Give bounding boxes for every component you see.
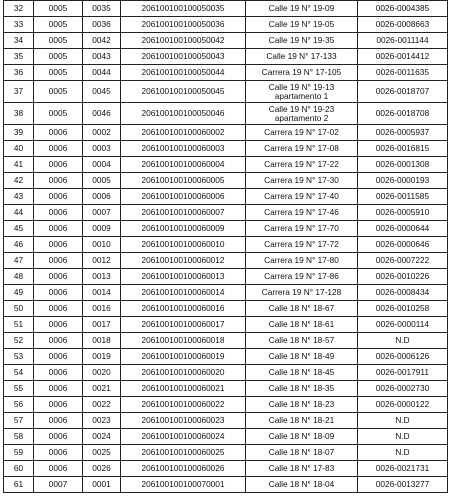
block-code-cell: 0006	[34, 381, 83, 397]
lot-code-cell: 0025	[83, 445, 121, 461]
registration-number-cell: 0026-0007222	[358, 253, 448, 269]
block-code-cell: 0005	[34, 33, 83, 49]
block-code-cell: 0006	[34, 413, 83, 429]
row-number-cell: 33	[4, 17, 34, 33]
cadastral-number-cell: 206100100100050044	[121, 65, 246, 81]
registration-number-cell: N.D	[358, 429, 448, 445]
row-number-cell: 55	[4, 381, 34, 397]
address-cell: Calle 18 N° 18-07	[246, 445, 358, 461]
address-cell: Carrera 19 N° 17-08	[246, 141, 358, 157]
table-row	[4, 1, 448, 17]
address-cell: Carrera 19 N° 17-46	[246, 205, 358, 221]
address-cell: Carrera 19 N° 17-22	[246, 157, 358, 173]
cadastral-number-cell: 206100100100060006	[121, 189, 246, 205]
table-row	[4, 445, 448, 461]
lot-code-cell: 0009	[83, 221, 121, 237]
row-number-cell: 41	[4, 157, 34, 173]
cadastral-number-cell: 206100100100060013	[121, 269, 246, 285]
lot-code-cell: 0013	[83, 269, 121, 285]
registration-number-cell: 0026-0016815	[358, 141, 448, 157]
lot-code-cell: 0026	[83, 461, 121, 477]
lot-code-cell: 0004	[83, 157, 121, 173]
cadastral-number-cell: 206100100100060009	[121, 221, 246, 237]
table-row	[4, 49, 448, 65]
block-code-cell: 0006	[34, 253, 83, 269]
lot-code-cell: 0022	[83, 397, 121, 413]
address-cell: Calle 18 N° 18-57	[246, 333, 358, 349]
address-cell: Calle 18 N° 18-35	[246, 381, 358, 397]
address-cell: Calle 19 N° 17-133	[246, 49, 358, 65]
registration-number-cell: 0026-0013277	[358, 477, 448, 493]
row-number-cell: 60	[4, 461, 34, 477]
address-cell: Calle 18 N° 18-45	[246, 365, 358, 381]
cadastral-number-cell: 206100100100060019	[121, 349, 246, 365]
lot-code-cell: 0042	[83, 33, 121, 49]
address-cell: Calle 18 N° 18-04	[246, 477, 358, 493]
address-cell: Carrera 19 N° 17-86	[246, 269, 358, 285]
registration-number-cell: N.D	[358, 413, 448, 429]
address-cell: Carrera 19 N° 17-128	[246, 285, 358, 301]
lot-code-cell: 0021	[83, 381, 121, 397]
cadastral-number-cell: 206100100100060002	[121, 125, 246, 141]
cadastral-number-cell: 206100100100050036	[121, 17, 246, 33]
table-row	[4, 333, 448, 349]
registry-table-body	[4, 1, 448, 493]
table-row	[4, 65, 448, 81]
row-number-cell: 58	[4, 429, 34, 445]
row-number-cell: 37	[4, 81, 34, 103]
address-cell: Calle 19 N° 19-13 apartamento 1	[246, 81, 358, 103]
table-row	[4, 205, 448, 221]
table-row	[4, 125, 448, 141]
row-number-cell: 42	[4, 173, 34, 189]
cadastral-number-cell: 206100100100060020	[121, 365, 246, 381]
table-row	[4, 81, 448, 103]
table-row	[4, 189, 448, 205]
table-row	[4, 141, 448, 157]
address-cell: Carrera 19 N° 17-40	[246, 189, 358, 205]
cadastral-number-cell: 206100100100050046	[121, 103, 246, 125]
cadastral-number-cell: 206100100100060004	[121, 157, 246, 173]
block-code-cell: 0006	[34, 125, 83, 141]
row-number-cell: 39	[4, 125, 34, 141]
registration-number-cell: 0026-0005910	[358, 205, 448, 221]
registration-number-cell: 0026-0000644	[358, 221, 448, 237]
table-row	[4, 365, 448, 381]
row-number-cell: 40	[4, 141, 34, 157]
lot-code-cell: 0043	[83, 49, 121, 65]
lot-code-cell: 0035	[83, 1, 121, 17]
cadastral-number-cell: 206100100100060022	[121, 397, 246, 413]
table-row	[4, 397, 448, 413]
row-number-cell: 35	[4, 49, 34, 65]
registration-number-cell: 0026-0005937	[358, 125, 448, 141]
table-row	[4, 349, 448, 365]
address-cell: Calle 18 N° 18-49	[246, 349, 358, 365]
table-row	[4, 269, 448, 285]
row-number-cell: 53	[4, 349, 34, 365]
address-cell: Carrera 19 N° 17-70	[246, 221, 358, 237]
cadastral-number-cell: 206100100100060017	[121, 317, 246, 333]
registration-number-cell: 0026-0008434	[358, 285, 448, 301]
lot-code-cell: 0006	[83, 189, 121, 205]
registration-number-cell: 0026-0001308	[358, 157, 448, 173]
block-code-cell: 0006	[34, 269, 83, 285]
block-code-cell: 0006	[34, 189, 83, 205]
row-number-cell: 57	[4, 413, 34, 429]
table-row	[4, 285, 448, 301]
row-number-cell: 46	[4, 237, 34, 253]
lot-code-cell: 0024	[83, 429, 121, 445]
table-row	[4, 221, 448, 237]
row-number-cell: 48	[4, 269, 34, 285]
registration-number-cell: 0026-0010258	[358, 301, 448, 317]
row-number-cell: 49	[4, 285, 34, 301]
cadastral-number-cell: 206100100100060025	[121, 445, 246, 461]
lot-code-cell: 0020	[83, 365, 121, 381]
row-number-cell: 50	[4, 301, 34, 317]
cadastral-number-cell: 206100100100070001	[121, 477, 246, 493]
cadastral-number-cell: 206100100100060026	[121, 461, 246, 477]
block-code-cell: 0006	[34, 141, 83, 157]
cadastral-number-cell: 206100100100060021	[121, 381, 246, 397]
block-code-cell: 0006	[34, 173, 83, 189]
block-code-cell: 0005	[34, 65, 83, 81]
block-code-cell: 0006	[34, 301, 83, 317]
cadastral-number-cell: 206100100100060003	[121, 141, 246, 157]
registration-number-cell: 0026-0017911	[358, 365, 448, 381]
row-number-cell: 61	[4, 477, 34, 493]
lot-code-cell: 0044	[83, 65, 121, 81]
block-code-cell: 0006	[34, 317, 83, 333]
block-code-cell: 0005	[34, 49, 83, 65]
table-row	[4, 477, 448, 493]
table-row	[4, 461, 448, 477]
block-code-cell: 0006	[34, 429, 83, 445]
block-code-cell: 0006	[34, 205, 83, 221]
table-row	[4, 317, 448, 333]
registration-number-cell: 0026-0018708	[358, 103, 448, 125]
lot-code-cell: 0001	[83, 477, 121, 493]
lot-code-cell: 0017	[83, 317, 121, 333]
registration-number-cell: 0026-0000114	[358, 317, 448, 333]
table-row	[4, 413, 448, 429]
row-number-cell: 59	[4, 445, 34, 461]
address-cell: Carrera 19 N° 17-72	[246, 237, 358, 253]
address-cell: Calle 18 N° 18-23	[246, 397, 358, 413]
block-code-cell: 0006	[34, 285, 83, 301]
cadastral-number-cell: 206100100100060010	[121, 237, 246, 253]
row-number-cell: 56	[4, 397, 34, 413]
row-number-cell: 43	[4, 189, 34, 205]
cadastral-number-cell: 206100100100050042	[121, 33, 246, 49]
lot-code-cell: 0023	[83, 413, 121, 429]
lot-code-cell: 0046	[83, 103, 121, 125]
lot-code-cell: 0036	[83, 17, 121, 33]
cadastral-number-cell: 206100100100060005	[121, 173, 246, 189]
address-cell: Calle 18 N° 18-61	[246, 317, 358, 333]
block-code-cell: 0006	[34, 445, 83, 461]
registration-number-cell: 0026-0000193	[358, 173, 448, 189]
registration-number-cell: 0026-0000646	[358, 237, 448, 253]
cadastral-number-cell: 206100100100050035	[121, 1, 246, 17]
address-cell: Calle 19 N° 19-09	[246, 1, 358, 17]
table-row	[4, 103, 448, 125]
address-cell: Carrera 19 N° 17-02	[246, 125, 358, 141]
row-number-cell: 52	[4, 333, 34, 349]
registration-number-cell: 0026-0004385	[358, 1, 448, 17]
lot-code-cell: 0005	[83, 173, 121, 189]
registration-number-cell: 0026-0018707	[358, 81, 448, 103]
registration-number-cell: 0026-0014412	[358, 49, 448, 65]
block-code-cell: 0006	[34, 461, 83, 477]
table-row	[4, 237, 448, 253]
cadastral-number-cell: 206100100100050045	[121, 81, 246, 103]
block-code-cell: 0007	[34, 477, 83, 493]
cadastral-number-cell: 206100100100060016	[121, 301, 246, 317]
address-cell: Calle 19 N° 19-05	[246, 17, 358, 33]
lot-code-cell: 0002	[83, 125, 121, 141]
table-row	[4, 173, 448, 189]
registration-number-cell: 0026-0006126	[358, 349, 448, 365]
address-cell: Calle 19 N° 19-23 apartamento 2	[246, 103, 358, 125]
cadastral-number-cell: 206100100100060012	[121, 253, 246, 269]
block-code-cell: 0006	[34, 237, 83, 253]
table-row	[4, 33, 448, 49]
block-code-cell: 0006	[34, 349, 83, 365]
table-row	[4, 381, 448, 397]
block-code-cell: 0005	[34, 103, 83, 125]
registration-number-cell: 0026-0008663	[358, 17, 448, 33]
address-cell: Calle 18 N° 17-83	[246, 461, 358, 477]
address-cell: Carrera 19 N° 17-80	[246, 253, 358, 269]
row-number-cell: 54	[4, 365, 34, 381]
row-number-cell: 34	[4, 33, 34, 49]
address-cell: Calle 18 N° 18-67	[246, 301, 358, 317]
table-row	[4, 301, 448, 317]
registration-number-cell: N.D	[358, 333, 448, 349]
row-number-cell: 47	[4, 253, 34, 269]
registration-number-cell: 0026-0010226	[358, 269, 448, 285]
cadastral-number-cell: 206100100100060007	[121, 205, 246, 221]
registration-number-cell: 0026-0002730	[358, 381, 448, 397]
row-number-cell: 44	[4, 205, 34, 221]
registration-number-cell: 0026-0011635	[358, 65, 448, 81]
block-code-cell: 0006	[34, 221, 83, 237]
lot-code-cell: 0014	[83, 285, 121, 301]
address-cell: Calle 18 N° 18-09	[246, 429, 358, 445]
block-code-cell: 0006	[34, 365, 83, 381]
registration-number-cell: 0026-0011144	[358, 33, 448, 49]
registration-number-cell: 0026-0000122	[358, 397, 448, 413]
row-number-cell: 32	[4, 1, 34, 17]
cadastral-number-cell: 206100100100060023	[121, 413, 246, 429]
address-cell: Carrera 19 N° 17-30	[246, 173, 358, 189]
address-cell: Calle 19 N° 19-35	[246, 33, 358, 49]
block-code-cell: 0006	[34, 333, 83, 349]
registration-number-cell: 0026-0011585	[358, 189, 448, 205]
table-row	[4, 429, 448, 445]
row-number-cell: 36	[4, 65, 34, 81]
cadastral-number-cell: 206100100100050043	[121, 49, 246, 65]
cadastral-number-cell: 206100100100060024	[121, 429, 246, 445]
registration-number-cell: N.D	[358, 445, 448, 461]
table-row	[4, 17, 448, 33]
property-registry-table	[3, 0, 448, 493]
block-code-cell: 0005	[34, 17, 83, 33]
cadastral-number-cell: 206100100100060018	[121, 333, 246, 349]
lot-code-cell: 0045	[83, 81, 121, 103]
lot-code-cell: 0016	[83, 301, 121, 317]
lot-code-cell: 0018	[83, 333, 121, 349]
table-row	[4, 253, 448, 269]
address-cell: Carrera 19 N° 17-105	[246, 65, 358, 81]
table-row	[4, 157, 448, 173]
row-number-cell: 38	[4, 103, 34, 125]
row-number-cell: 51	[4, 317, 34, 333]
address-cell: Calle 18 N° 18-21	[246, 413, 358, 429]
block-code-cell: 0005	[34, 1, 83, 17]
cadastral-number-cell: 206100100100060014	[121, 285, 246, 301]
block-code-cell: 0006	[34, 157, 83, 173]
registration-number-cell: 0026-0021731	[358, 461, 448, 477]
block-code-cell: 0006	[34, 397, 83, 413]
row-number-cell: 45	[4, 221, 34, 237]
lot-code-cell: 0010	[83, 237, 121, 253]
lot-code-cell: 0012	[83, 253, 121, 269]
lot-code-cell: 0019	[83, 349, 121, 365]
lot-code-cell: 0003	[83, 141, 121, 157]
block-code-cell: 0005	[34, 81, 83, 103]
lot-code-cell: 0007	[83, 205, 121, 221]
